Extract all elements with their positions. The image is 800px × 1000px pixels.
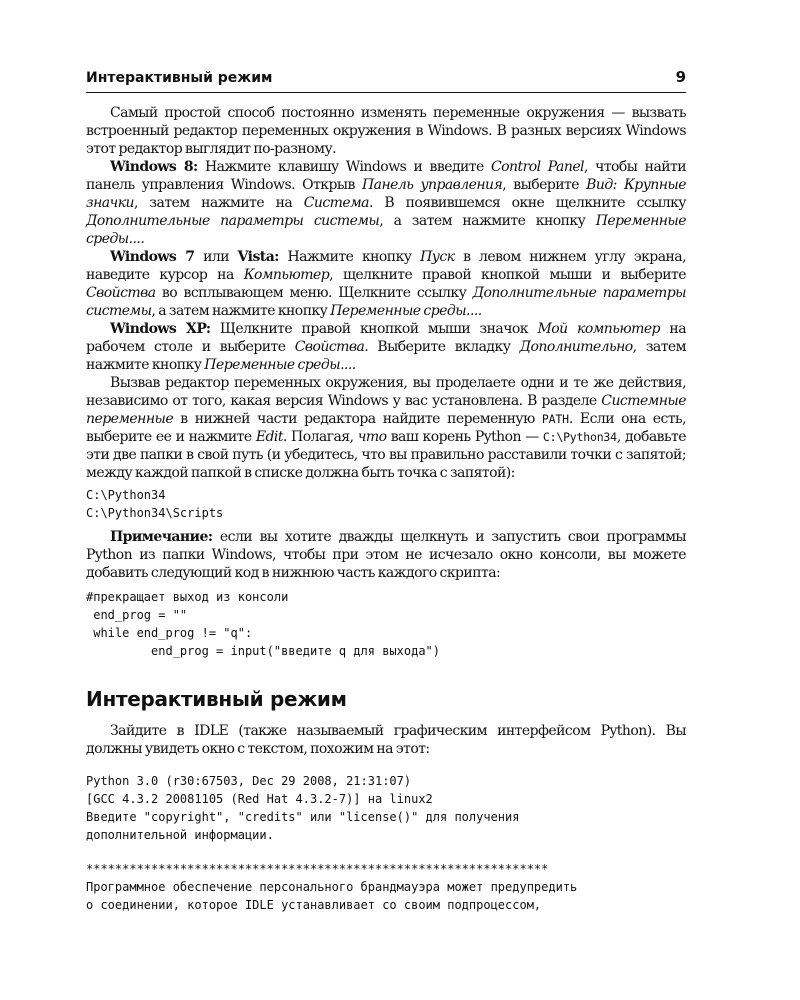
code-console-script: #прекращает выход из консоли end_prog = "" while end_prog != "q": end_prog = input("введите q для выхода") bbox=[86, 590, 441, 658]
italic-term: Control Panel bbox=[491, 159, 584, 175]
os-label: Vista: bbox=[237, 249, 279, 265]
italic-term: Дополнительно bbox=[519, 339, 633, 355]
italic-term: что bbox=[357, 429, 387, 445]
italic-term: Переменные среды.... bbox=[330, 303, 482, 319]
text-run: . Если она есть, выберите ее и нажмите bbox=[86, 411, 686, 445]
paragraph-intro: Самый простой способ постоянно изменять переменные окружения — вызвать встроенный редактор переменных окружения в Windows. В разных версиях Windows этот редактор выглядит по-разному. bbox=[86, 105, 686, 157]
text-run: в нижней части редактора найдите переменную bbox=[173, 411, 542, 427]
paragraph-note bbox=[86, 528, 686, 582]
header-rule bbox=[86, 92, 686, 93]
italic-term: Пуск bbox=[420, 249, 455, 265]
italic-term: Панель управления bbox=[361, 177, 503, 193]
text-run: , а затем нажмите кнопку bbox=[379, 213, 596, 229]
inline-code: C:\Python34 bbox=[542, 430, 617, 444]
text-run: , чтобы найти панель управления Windows. Открыв bbox=[86, 159, 686, 193]
paragraph-path-instructions bbox=[86, 374, 686, 482]
italic-term: Системные переменные bbox=[86, 393, 686, 427]
code-firewall-warning: **************************************************************** Программное обеспечение персонального брандмауэра может предупредить о соединении, которое IDLE устанавливает со своим подпроцессом, bbox=[86, 862, 578, 912]
text-run: во всплывающем меню. Щелкните ссылку bbox=[155, 285, 473, 301]
italic-term: Вид: Крупные значки bbox=[86, 177, 686, 211]
os-label: Windows XP: bbox=[110, 321, 211, 337]
text-run: . В появившемся окне щелкните ссылку bbox=[368, 195, 686, 211]
page-header bbox=[86, 68, 686, 90]
paragraph-windows-xp bbox=[86, 320, 686, 374]
text-run: или bbox=[194, 249, 238, 265]
page-number: 9 bbox=[675, 68, 686, 86]
text-run: в левом нижнем углу экрана, наведите курсор на bbox=[86, 249, 686, 283]
page-body bbox=[86, 104, 686, 914]
text-run: Нажмите кнопку bbox=[278, 249, 421, 265]
os-label: Windows 7 bbox=[110, 249, 195, 265]
note-label: Примечание: bbox=[110, 529, 213, 545]
text-run: , затем нажмите кнопку bbox=[86, 339, 686, 373]
text-run: . Полагая, bbox=[282, 429, 358, 445]
italic-term: Система bbox=[303, 195, 369, 211]
text-run: , добавьте эти две папки в свой путь (и убедитесь, что вы правильно расставили точки с запятой; между каждой папкой в списке должна быть точка с запятой): bbox=[86, 429, 686, 481]
italic-term: Дополнительные параметры системы bbox=[86, 285, 686, 319]
italic-term: Дополнительные параметры системы bbox=[86, 213, 380, 229]
text-run: на рабочем столе и выберите bbox=[86, 321, 686, 355]
text-run: ваш корень Python — bbox=[386, 429, 543, 445]
text-run: Нажмите клавишу Windows и введите bbox=[197, 159, 492, 175]
os-label: Windows 8: bbox=[110, 159, 198, 175]
running-title: Интерактивный режим bbox=[86, 70, 273, 86]
italic-term: Мой компьютер bbox=[537, 321, 660, 337]
text-run: . Выберите вкладку bbox=[364, 339, 520, 355]
italic-term: Переменные среды.... bbox=[204, 357, 356, 373]
code-paths: C:\Python34 C:\Python34\Scripts bbox=[86, 488, 224, 520]
text-run: Щелкните правой кнопкой мыши значок bbox=[210, 321, 538, 337]
text-run: если вы хотите дважды щелкнуть и запустить свои программы Python из папки Windows, чтобы при этом не исчезало окно консоли, вы можете добавить следующий код в нижнюю часть каждого скрипта: bbox=[86, 529, 686, 581]
italic-term: Свойства bbox=[86, 285, 156, 301]
inline-code: PATH bbox=[541, 412, 569, 426]
italic-term: Свойства bbox=[294, 339, 365, 355]
text-run: , выберите bbox=[502, 177, 587, 193]
code-idle-banner: Python 3.0 (r30:67503, Dec 29 2008, 21:31:07) [GCC 4.3.2 20081105 (Red Hat 4.3.2-7)] на linux2 Введите "copyright", "credits" или "license()" для получения дополнительной информации. bbox=[86, 774, 520, 842]
paragraph-idle-intro: Зайдите в IDLE (также называемый графическим интерфейсом Python). Вы должны увидеть окно с текстом, похожим на этот: bbox=[86, 723, 686, 757]
italic-term: Edit bbox=[255, 429, 283, 445]
italic-term: Компьютер bbox=[243, 267, 330, 283]
text-run: Вызвав редактор переменных окружения, вы проделаете одни и те же действия, независимо от того, какая версия Windows у вас установлена. В разделе bbox=[86, 375, 686, 409]
section-heading: Интерактивный режим bbox=[86, 687, 347, 711]
paragraph-windows-8 bbox=[86, 158, 686, 248]
text-run: , затем нажмите на bbox=[134, 195, 304, 211]
italic-term: Переменные среды.... bbox=[86, 213, 686, 247]
text-run: , а затем нажмите кнопку bbox=[151, 303, 331, 319]
paragraph-windows-7-vista bbox=[86, 248, 686, 320]
text-run: , щелкните правой кнопкой мыши и выберите bbox=[329, 267, 686, 283]
